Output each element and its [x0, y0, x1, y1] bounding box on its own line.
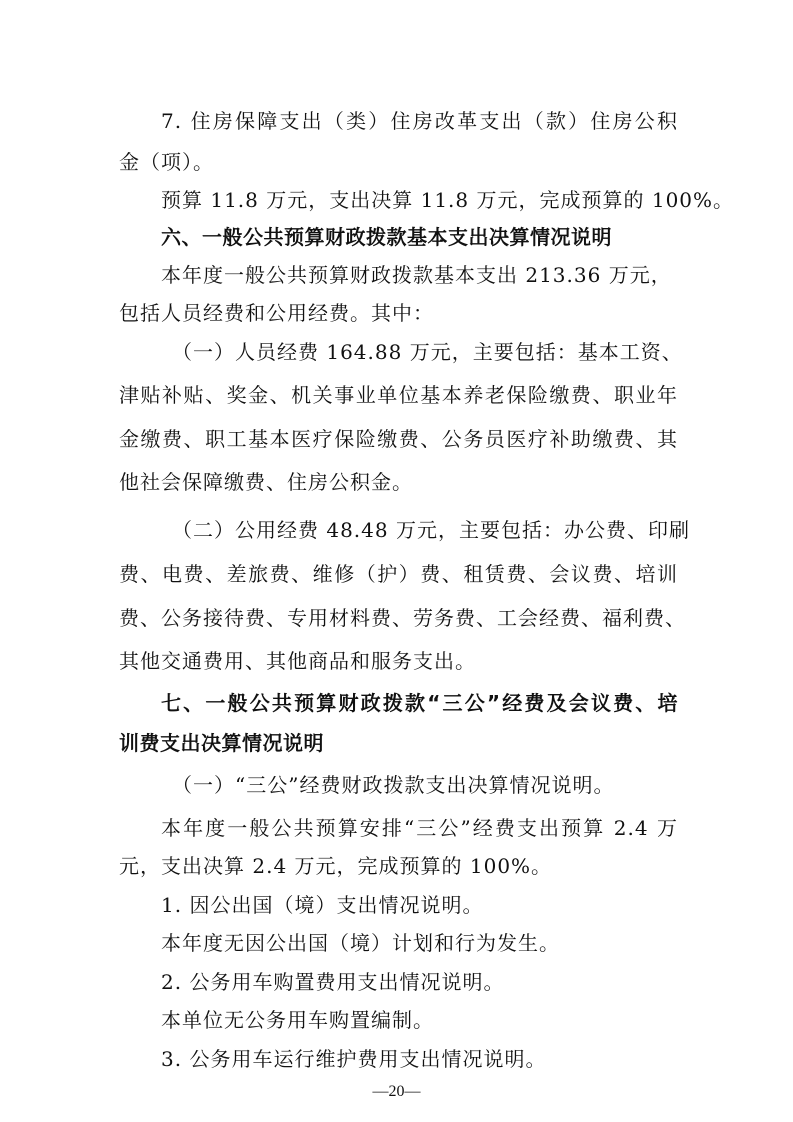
- section-7-heading-line-1: 七、一般公共预算财政拨款“三公”经费及会议费、培: [161, 691, 678, 715]
- section-6-paragraph-line-1: 本年度一般公共预算财政拨款基本支出 213.36 万元，: [161, 263, 672, 287]
- item-1-heading: 1. 因公出国（境）支出情况说明。: [161, 893, 484, 917]
- public-expense-line-4: 其他交通费用、其他商品和服务支出。: [119, 649, 476, 673]
- item-7-heading-continued: 金（项）。: [119, 150, 214, 174]
- public-expense-line-1: （二）公用经费 48.48 万元，主要包括：办公费、印刷: [172, 518, 690, 542]
- page-number: —20—: [372, 1083, 421, 1100]
- section-6-heading: 六、一般公共预算财政拨款基本支出决算情况说明: [161, 225, 612, 249]
- item-1-text: 本年度无因公出国（境）计划和行为发生。: [161, 931, 560, 955]
- three-public-budget-line-1: 本年度一般公共预算安排“三公”经费支出预算 2.4 万: [161, 816, 678, 840]
- item-7-heading: 7. 住房保障支出（类）住房改革支出（款）住房公积: [161, 109, 678, 133]
- section-6-paragraph-line-2: 包括人员经费和公用经费。其中：: [119, 301, 434, 325]
- item-7-budget-text: 预算 11.8 万元，支出决算 11.8 万元，完成预算的 100%。: [161, 188, 735, 212]
- item-2-text: 本单位无公务用车购置编制。: [161, 1008, 434, 1032]
- personnel-expense-line-3: 金缴费、职工基本医疗保险缴费、公务员医疗补助缴费、其: [119, 427, 678, 451]
- item-3-heading: 3. 公务用车运行维护费用支出情况说明。: [161, 1047, 547, 1071]
- personnel-expense-line-1: （一）人员经费 164.88 万元，主要包括：基本工资、: [172, 340, 683, 364]
- public-expense-line-3: 费、公务接待费、专用材料费、劳务费、工会经费、福利费、: [119, 606, 686, 630]
- section-7-heading-line-2: 训费支出决算情况说明: [119, 731, 324, 755]
- three-public-budget-line-2: 元，支出决算 2.4 万元，完成预算的 100%。: [119, 854, 553, 878]
- personnel-expense-line-4: 他社会保障缴费、住房公积金。: [119, 470, 413, 494]
- item-2-heading: 2. 公务用车购置费用支出情况说明。: [161, 970, 505, 994]
- three-public-subheading: （一）“三公”经费财政拨款支出决算情况说明。: [172, 773, 615, 797]
- public-expense-line-2: 费、电费、差旅费、维修（护）费、租赁费、会议费、培训: [119, 562, 678, 586]
- personnel-expense-line-2: 津贴补贴、奖金、机关事业单位基本养老保险缴费、职业年: [119, 383, 678, 407]
